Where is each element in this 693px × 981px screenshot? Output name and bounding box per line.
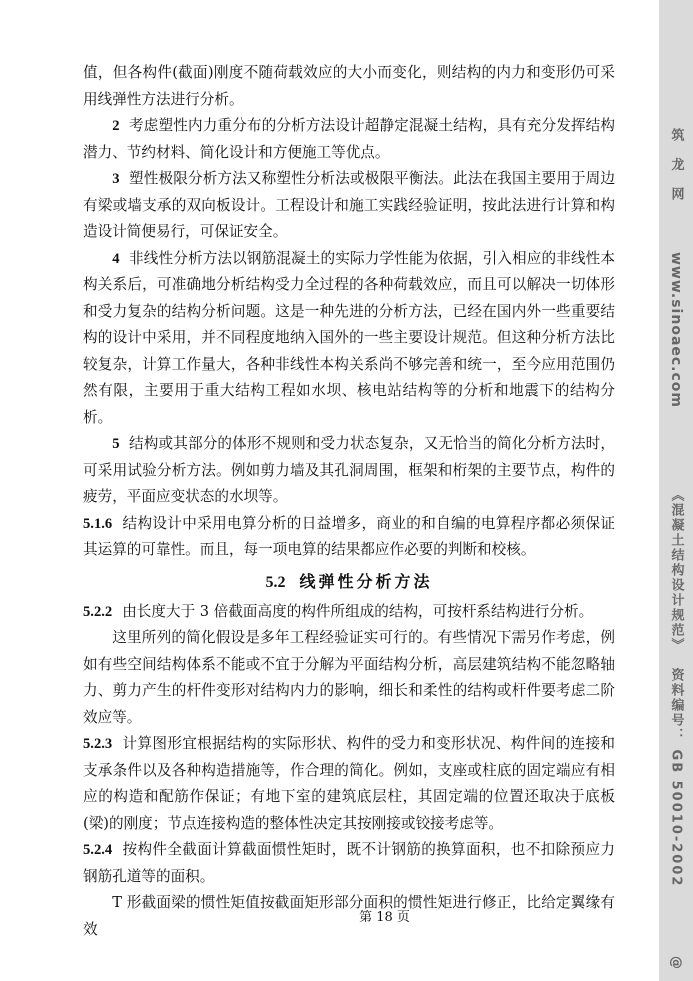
paragraph: T 形截面梁的惯性矩值按截面矩形部分面积的惯性矩进行修正，比给定翼缘有效 — [83, 894, 615, 938]
clause-5-2-2: 5.2.2 由长度大于 3 倍截面高度的构件所组成的结构，可按杆系结构进行分析。 — [83, 602, 594, 620]
section-heading — [83, 568, 615, 597]
copyright-mark: @ — [668, 956, 684, 969]
side-watermark-strip — [659, 0, 693, 981]
paragraph: 这里所列的简化假设是多年工程经验证实可行的。有些情况下需另作考虑，例如有些空间结构体系不能或不宜于分解为平面结构分析，高层建筑结构不能忽略轴力、剪力产生的杆件变形对结构内力的影响，细长和柔性的结构或杆件要考虑二阶效应等。 — [83, 629, 615, 726]
paragraph-item-5: 5 结构或其部分的体形不规则和受力状态复杂，又无恰当的简化分析方法时，可采用试验分析方法。例如剪力墙及其孔洞周围，框架和桁架的主要节点，构件的疲劳，平面应变状态的水坝等。 — [83, 435, 615, 505]
clause-5-2-3: 5.2.3 计算图形宜根据结构的实际形状、构件的受力和变形状况、构件间的连接和支承条件以及各种构造措施等，作合理的简化。例如，支座或柱底的固定端应有相应的构造和配筋作保证；有地下室的建筑底层柱，其固定端的位置还取决于底板(梁)的刚度；节点连接构造的整体性决定其按刚接或铰接考虑等。 — [83, 735, 615, 832]
clause-number: 5.2.3 — [83, 736, 113, 752]
item-number: 5 — [112, 436, 120, 452]
item-number: 4 — [112, 250, 120, 267]
paragraph-item-3: 3 塑性极限分析方法又称塑性分析法或极限平衡法。此法在我国主要用于周边有梁或墙支承的双向板设计。工程设计和施工实践经验证明，按此法进行计算和构造设计简便易行，可保证安全。 — [83, 170, 615, 240]
document-title: 《混凝土结构设计规范》 — [668, 488, 684, 653]
page-number: 第 18 页 — [359, 910, 410, 925]
clause-number: 5.1.6 — [83, 515, 113, 532]
clause-5-2-4: 5.2.4 按构件全截面计算截面惯性矩时，既不计钢筋的换算面积，也不扣除预应力钢筋孔道等的面积。 — [83, 841, 615, 885]
section-number: 5.2 — [265, 573, 286, 591]
item-number: 2 — [112, 118, 120, 134]
clause-5-1-6: 5.1.6 结构设计中采用电算分析的日益增多，商业的和自编的电算程序都必须保证其运算的可靠性。而且，每一项电算的结果都应作必要的判断和校核。 — [83, 514, 615, 558]
clause-number: 5.2.2 — [83, 603, 113, 620]
site-url: www.sinoaec.com — [668, 252, 684, 409]
site-name: 筑 龙 网 — [668, 128, 684, 207]
page-body — [83, 60, 615, 943]
paragraph: 值，但各构件(截面)刚度不随荷载效应的大小而变化，则结构的内力和变形仍可采用线弹性方法进行分析。 — [83, 64, 615, 108]
paragraph-item-4: 4 非线性分析方法以钢筋混凝土的实际力学性能为依据，引入相应的非线性本构关系后，可准确地分析结构受力全过程的各种荷载效应，而且可以解决一切体形和受力复杂的结构分析问题。这是一种先进的分析方法，已经在国内外一些重要结构的设计中采用，并不同程度地纳入国外的一些主要设计规范。但这种分析方法比较复杂，计算工作量大，各种非线性本构关系尚不够完善和统一，至今应用范围仍然有限，主要用于重大结构工程如水坝、核电站结构等的分析和地震下的结构分析。 — [83, 249, 615, 426]
section-title: 线弹性分析方法 — [299, 571, 433, 591]
paragraph-item-2: 2 考虑塑性内力重分布的分析方法设计超静定混凝土结构，具有充分发挥结构潜力、节约材料、简化设计和方便施工等优点。 — [83, 117, 615, 161]
item-number: 3 — [112, 171, 120, 187]
document-code: 资料编号： GB 50010-2002 — [668, 668, 684, 888]
clause-number: 5.2.4 — [83, 842, 113, 858]
